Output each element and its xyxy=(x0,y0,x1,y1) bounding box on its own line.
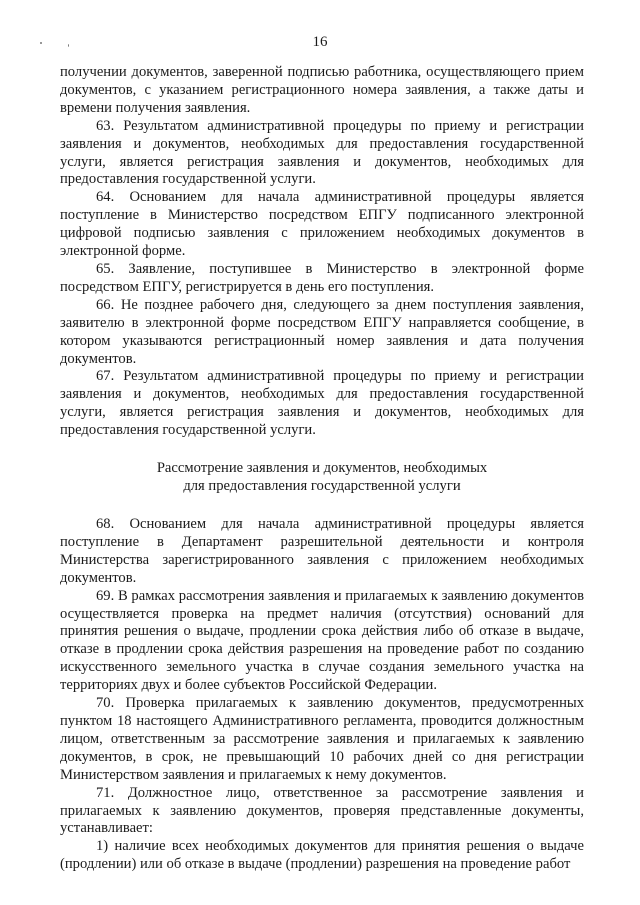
section-heading-line-2: для предоставления государственной услуги xyxy=(183,478,461,495)
paragraph-67: 67. Результатом административной процедуры по приему и регистрации заявления и документов, необходимых для предоставления государственной услуги, является регистрация заявления и документов, необходимых для предоставления государственной услуги. xyxy=(60,368,584,439)
paragraph-71: 71. Должностное лицо, ответственное за рассмотрение заявления и прилагаемых к заявлению документов, проверяя представленные документы, устанавливает: xyxy=(60,784,584,837)
document-body xyxy=(60,64,584,874)
paragraph-63: 63. Результатом административной процедуры по приему и регистрации заявления и документов, необходимых для предоставления государственной услуги, является регистрация заявления и документов, необходимых для предоставления государственной услуги. xyxy=(60,117,584,188)
paragraph-68: 68. Основанием для начала административной процедуры является поступление в Департамент разрешительной деятельности и контроля Министерства зарегистрированного заявления с приложением необходимых документов. xyxy=(60,516,584,586)
paragraph-continuation: получении документов, заверенной подписью работника, осуществляющего прием документов, с указанием регистрационного номера заявления, а также даты и времени получения заявления. xyxy=(60,64,584,116)
section-heading xyxy=(60,459,584,495)
paragraph-64: 64. Основанием для начала административной процедуры является поступление в Министерство посредством ЕПГУ подписанного электронной цифровой подписью заявления с приложением необходимых документов в электронной форме. xyxy=(60,189,584,260)
paragraph-71-item-1: 1) наличие всех необходимых документов для принятия решения о выдаче (продлении) или об отказе в выдаче (продлении) разрешения на проведение работ xyxy=(60,838,584,873)
paragraph-66: 66. Не позднее рабочего дня, следующего за днем поступления заявления, заявителю в электронной форме посредством ЕПГУ направляется сообщение, в котором указываются регистрационный номер заявления и дата получения документов. xyxy=(60,296,584,367)
paragraph-65: 65. Заявление, поступившее в Министерство в электронной форме посредством ЕПГУ, регистрируется в день его поступления. xyxy=(60,260,584,295)
page-number: 16 xyxy=(312,34,328,50)
section-heading-line-1: Рассмотрение заявления и документов, необходимых xyxy=(156,460,488,477)
paragraph-69: 69. В рамках рассмотрения заявления и прилагаемых к заявлению документов осуществляется проверка на предмет наличия (отсутствия) оснований для принятия решения о выдаче, продлении срока действия либо об отказе в выдаче, отказе в продлении срока действия разрешения на проведение работ по созданию искусственного земельного участка в случае создания земельного участка на территориях двух и более субъектов Российской Федерации. xyxy=(60,587,584,694)
paragraph-70: 70. Проверка прилагаемых к заявлению документов, предусмотренных пунктом 18 настоящего Административного регламента, проводится должностным лицом, ответственным за рассмотрение заявления и прилагаемых к заявлению документов, в срок, не превышающий 10 рабочих дней со дня регистрации Министерством заявления и прилагаемых к нему документов. xyxy=(60,695,584,783)
